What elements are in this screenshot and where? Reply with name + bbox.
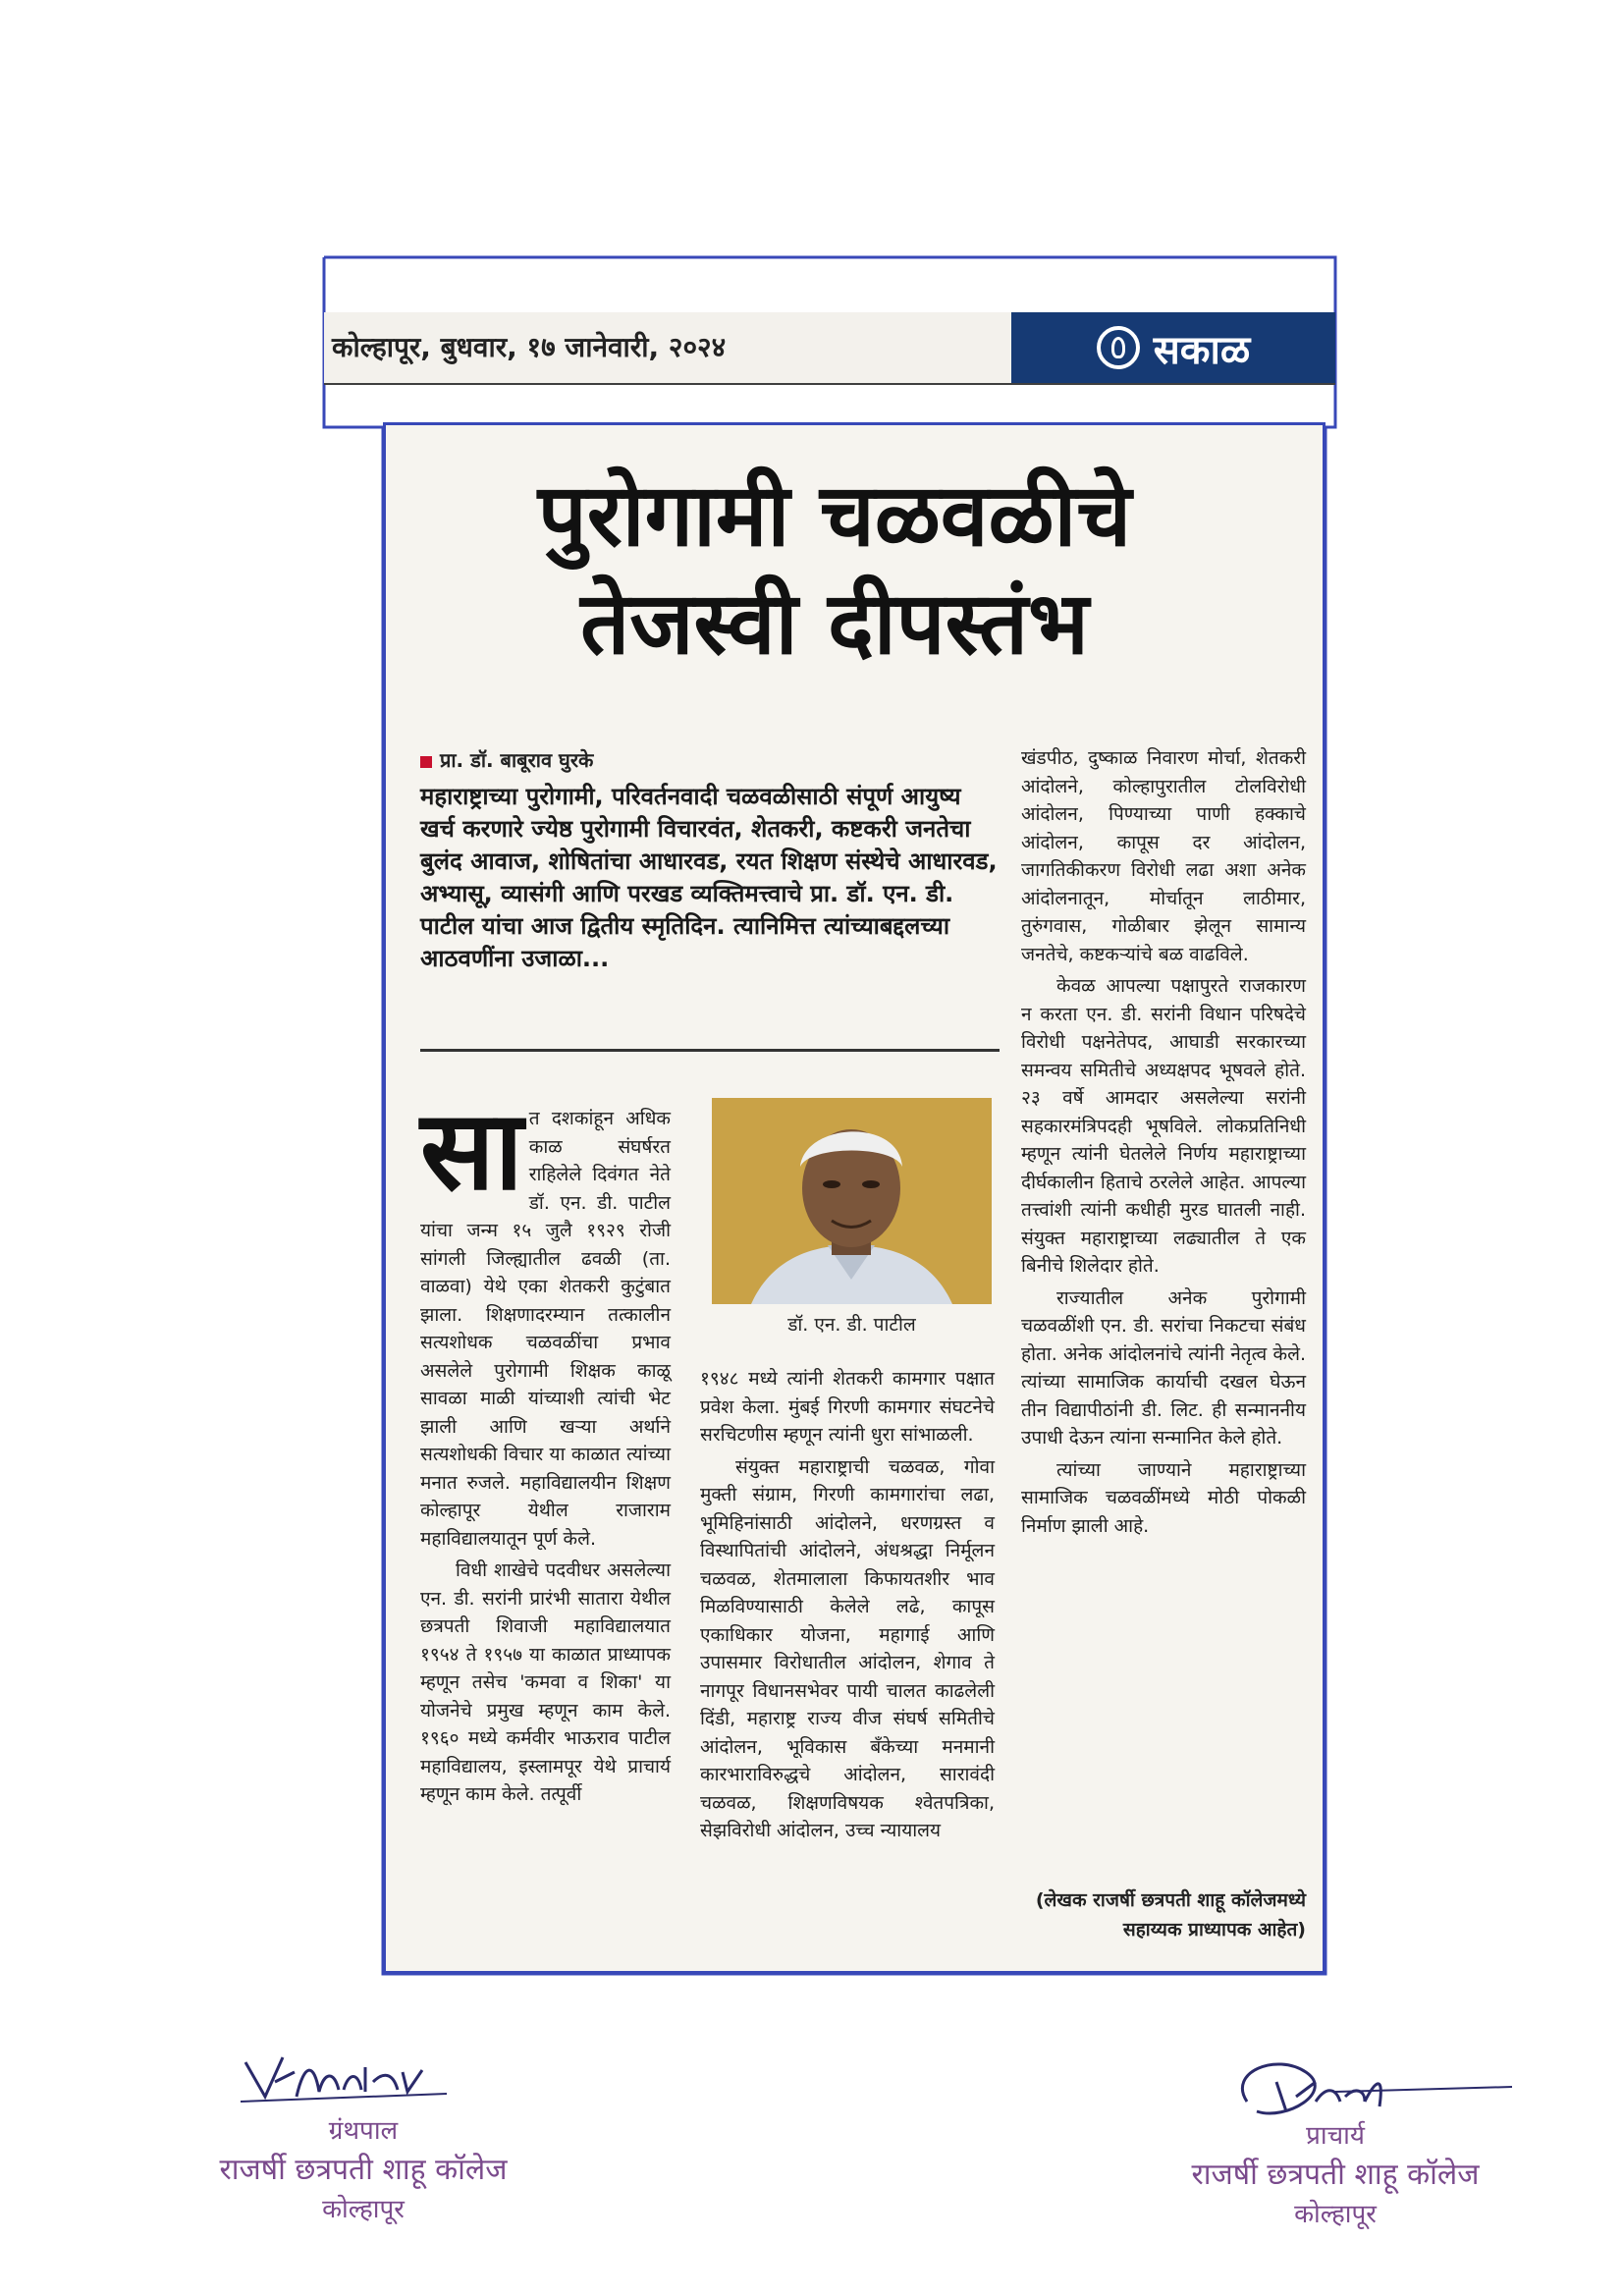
- librarian-college: राजर्षी छत्रपती शाहू कॉलेज: [219, 2153, 508, 2187]
- librarian-stamp: [157, 2111, 569, 2229]
- principal-stamp: [1129, 2116, 1542, 2234]
- column-3-paragraph-3: राज्यातील अनेक पुरोगामी चळवळींशी एन. डी. सरांचा निकटचा संबंध होता. अनेक आंदोलनांचे त्यांनी नेतृत्व केले. त्यांच्या सामाजिक कार्याची दखल घेऊन तीन विद्यापीठांनी डी. लिट. ही सन्माननीय उपाधी देऊन त्यांना सन्मानित केले होते.: [1021, 1286, 1306, 1449]
- headline-line-2: तेजस्वी दीपस्तंभ: [580, 573, 1089, 674]
- column-3: [1021, 744, 1306, 1540]
- column-1: [420, 1087, 671, 1809]
- librarian-signature: [236, 2043, 452, 2111]
- column-1-paragraph-2: विधी शाखेचे पदवीधर असलेल्या एन. डी. सरांनी प्रारंभी सातारा येथील छत्रपती शिवाजी महाविद्यालयात १९५४ ते १९५७ या काळात प्राध्यापक म्हणून तसेच 'कमवा व शिका' या योजनेचे प्रमुख म्हणून काम केले. १९६० मध्ये कर्मवीर भाऊराव पाटील महाविद्यालय, इस्लामपूर येथे प्राचार्य म्हणून काम केले. तत्पूर्वी: [420, 1559, 671, 1805]
- column-2-paragraph-1: १९४८ मध्ये त्यांनी शेतकरी कामगार पक्षात प्रवेश केला. मुंबई गिरणी कामगार संघटनेचे सरचिटणीस म्हणून त्यांनी धुरा सांभाळली.: [700, 1368, 995, 1446]
- intro-divider: [420, 1049, 1000, 1052]
- librarian-city: कोल्हापूर: [322, 2195, 405, 2224]
- headline-line-1: पुरोगामी चळवळीचे: [537, 465, 1132, 566]
- byline-bullet-icon: [420, 756, 432, 768]
- drop-cap: सा: [420, 1087, 523, 1215]
- byline: [420, 746, 593, 773]
- principal-title: प्राचार्य: [1306, 2121, 1365, 2151]
- dateline: कोल्हापूर, बुधवार, १७ जानेवारी, २०२४: [332, 331, 727, 363]
- masthead: [324, 312, 1335, 385]
- column-2-paragraph-2: संयुक्त महाराष्ट्राची चळवळ, गोवा मुक्ती संग्राम, गिरणी कामगारांचा लढा, भूमिहिनांसाठी आंदोलने, धरणग्रस्त व विस्थापितांची आंदोलने, अंधश्रद्धा निर्मूलन चळवळ, शेतमालाला किफायतशीर भाव मिळविण्यासाठी केलेले लढे, कापूस एकाधिकार योजना, महागाई आणि उपासमार विरोधातील आंदोलन, शेगाव ते नागपूर विधानसभेवर पायी चालत काढलेली दिंडी, महाराष्ट्र राज्य वीज संघर्ष समितीचे आंदोलन, भूविकास बँकेच्या मनमानी कारभाराविरुद्धचे आंदोलन, सारावंदी चळवळ, शिक्षणविषयक श्वेतपत्रिका, सेझविरोधी आंदोलन, उच्च न्यायालय: [700, 1455, 995, 1841]
- newspaper-brand: [1011, 312, 1335, 383]
- portrait-photo: [712, 1098, 992, 1304]
- librarian-title: ग्रंथपाल: [328, 2116, 399, 2146]
- photo-caption: डॉ. एन. डी. पाटील: [787, 1314, 916, 1336]
- author-name: प्रा. डॉ. बाबूराव घुरके: [440, 748, 594, 772]
- principal-city: कोल्हापूर: [1294, 2200, 1377, 2229]
- article-intro: महाराष्ट्राच्या पुरोगामी, परिवर्तनवादी चळवळीसाठी संपूर्ण आयुष्य खर्च करणारे ज्येष्ठ पुरोगामी विचारवंत, शेतकरी, कष्टकरी जनतेचा बुलंद आवाज, शोषितांचा आधारवड, रयत शिक्षण संस्थेचे आधारवड, अभ्यासू, व्यासंगी आणि परखड व्यक्तिमत्त्वाचे प्रा. डॉ. एन. डी. पाटील यांचा आज द्वितीय स्मृतिदिन. त्यानिमित्त त्यांच्याबद्दलच्या आठवणींना उजाळा...: [420, 783, 998, 972]
- portrait-illustration: [712, 1098, 992, 1304]
- column-3-paragraph-4: त्यांच्या जाण्याने महाराष्ट्राच्या सामाजिक चळवळींमध्ये मोठी पोकळी निर्माण झाली आहे.: [1021, 1458, 1306, 1537]
- article-headline: [393, 462, 1276, 678]
- principal-college: राजर्षी छत्रपती शाहू कॉलेज: [1191, 2158, 1480, 2192]
- column-3-paragraph-1: खंडपीठ, दुष्काळ निवारण मोर्चा, शेतकरी आंदोलने, कोल्हापुरातील टोलविरोधी आंदोलन, पिण्याच्या पाणी हक्काचे आंदोलन, कापूस दर आंदोलन, जागतिकीकरण विरोधी लढा अशा अनेक आंदोलनातून, मोर्चातून लाठीमार, तुरुंगवास, गोळीबार झेलून सामान्य जनतेचे, कष्टकऱ्यांचे बळ वाढविले.: [1021, 747, 1306, 965]
- sakal-logo-icon: [1097, 326, 1140, 369]
- column-1-paragraph-1: सात दशकांहून अधिक काळ संघर्षरत राहिलेले दिवंगत नेते डॉ. एन. डी. पाटील यांचा जन्म १५ जुलै १९२९ रोजी सांगली जिल्ह्यातील ढवळी (ता. वाळवा) येथे एका शेतकरी कुटुंबात झाला. शिक्षणादरम्यान तत्कालीन सत्यशोधक चळवळींचा प्रभाव असलेले पुरोगामी शिक्षक काळू सावळा माळी यांच्याशी त्यांची भेट झाली आणि खऱ्या अर्थाने सत्यशोधकी विचार या काळात त्यांच्या मनात रुजले. महाविद्यालयीन शिक्षण कोल्हापूर येथील राजाराम महाविद्यालयातून पूर्ण केले.: [420, 1087, 671, 1550]
- brand-name: सकाळ: [1153, 327, 1251, 373]
- column-2: [700, 1365, 995, 1845]
- author-note: (लेखक राजर्षी छत्रपती शाहू कॉलेजमध्ये सहाय्यक प्राध्यापक आहेत): [1035, 1889, 1306, 1941]
- column-3-paragraph-2: केवळ आपल्या पक्षापुरते राजकारण न करता एन. डी. सरांनी विधान परिषदेचे विरोधी पक्षनेतेपद, आघाडी सरकारच्या समन्वय समितीचे अध्यक्षपद भूषवले होते. २३ वर्षे आमदार असलेल्या सरांनी सहकारमंत्रिपदही भूषविले. लोकप्रतिनिधी म्हणून त्यांनी घेतलेले निर्णय महाराष्ट्राच्या दीर्घकालीन हिताचे ठरलेले आहेत. आपल्या तत्त्वांशी त्यांनी कधीही मुरड घातली नाही. संयुक्त महाराष्ट्राच्या लढ्यातील ते एक बिनीचे शिलेदार होते.: [1021, 975, 1306, 1277]
